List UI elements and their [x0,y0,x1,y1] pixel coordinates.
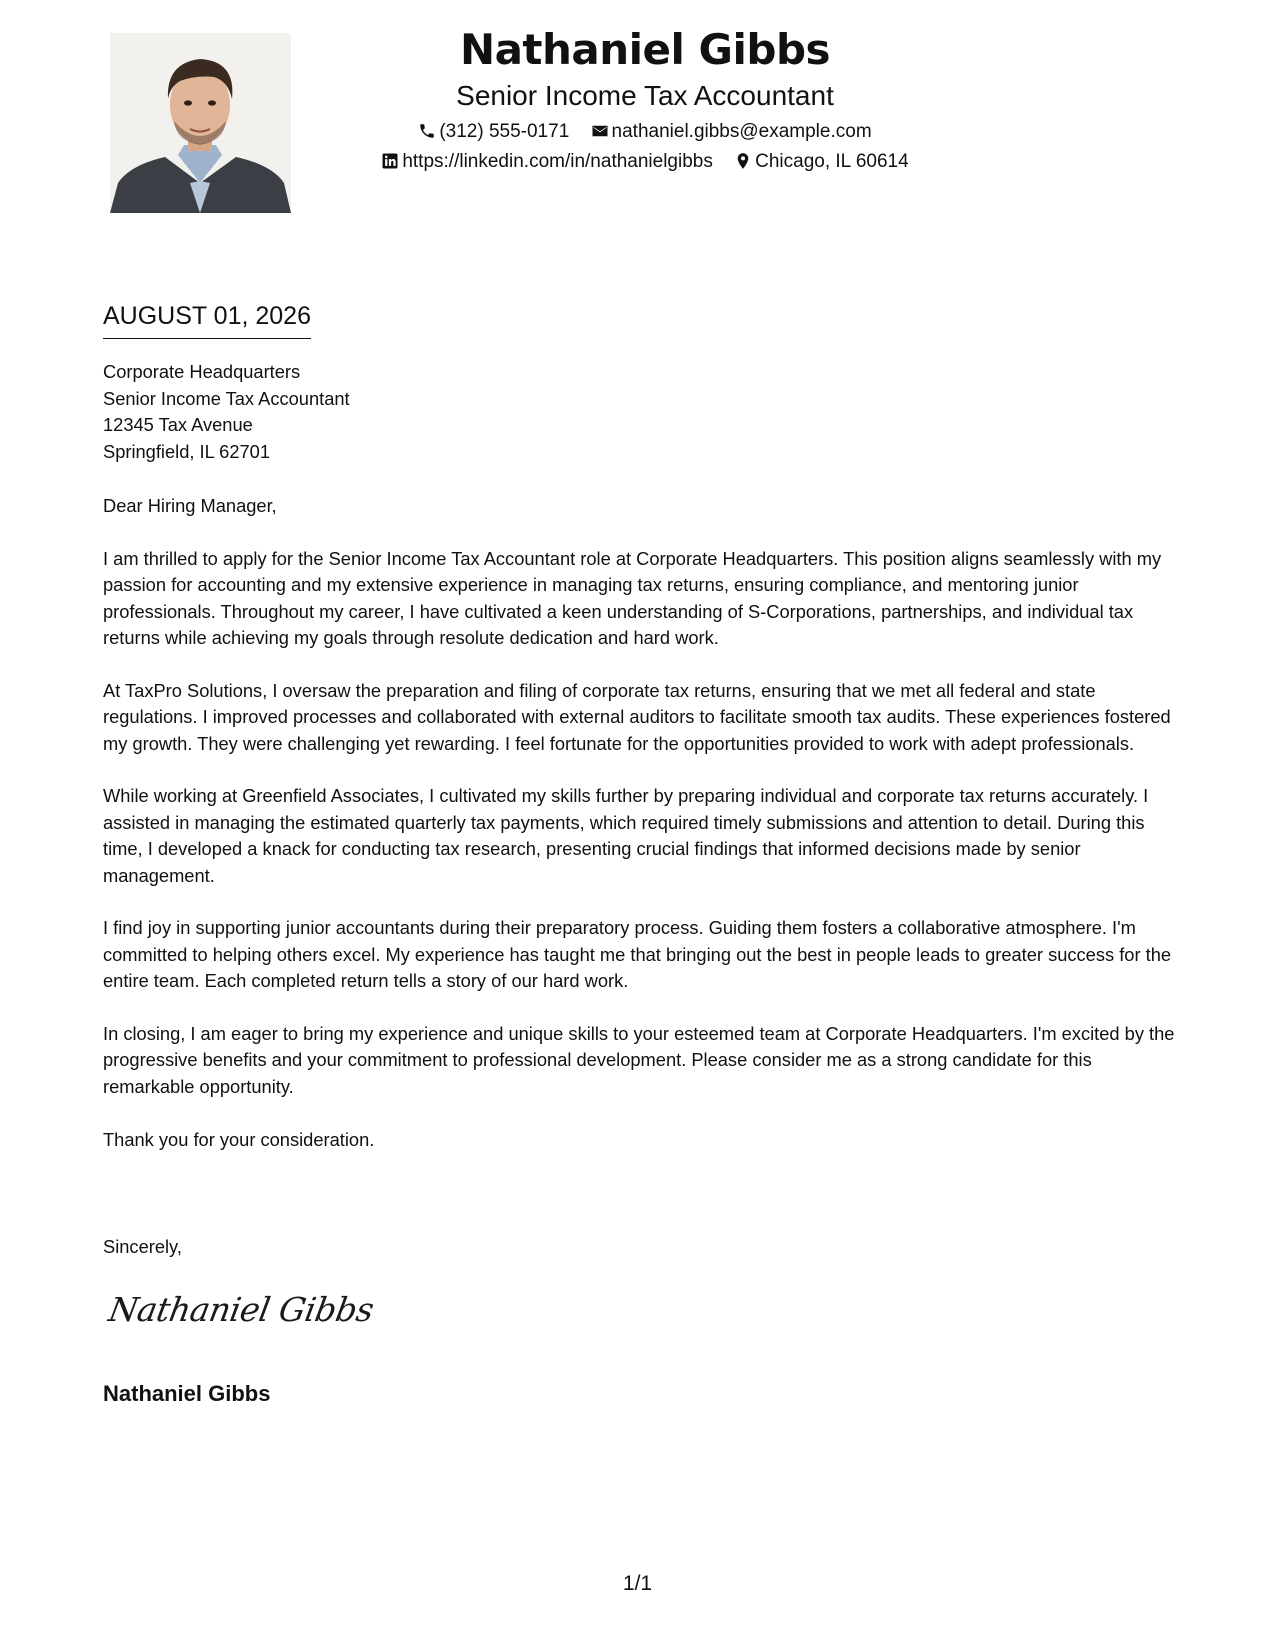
envelope-icon [591,122,609,140]
location-contact [734,150,909,174]
body-paragraph: At TaxPro Solutions, I oversaw the preparation and filing of corporate tax returns, ensuring that we met all federal and state regulations. I improved processes and collaborated with external auditors to facilitate smooth tax audits. These experiences fostered my growth. They were challenging yet rewarding. I feel fortunate for the opportunities provided to work with adept professionals. [103,679,1171,754]
letter-date: AUGUST 01, 2026 [103,300,311,339]
closing: Sincerely, [103,1236,182,1257]
body-paragraph: I am thrilled to apply for the Senior Income Tax Accountant role at Corporate Headquarters. This position aligns seamlessly with my passion for accounting and my extensive experience in managing tax returns, ensuring compliance, and mentoring junior professionals. Throughout my career, I have cultivated a keen understanding of S-Corporations, partnerships, and individual tax returns while achieving my goals through resolute dedication and hard work. [103,547,1162,649]
recipient-company: Corporate Headquarters [103,361,301,382]
contact-line-1 [300,120,990,144]
phone-contact [418,120,569,144]
salutation: Dear Hiring Manager, [103,495,277,516]
email-contact [591,120,872,144]
recipient-position: Senior Income Tax Accountant [103,387,350,409]
map-pin-icon [734,152,752,170]
recipient-city: Springfield, IL 62701 [103,440,271,462]
handwritten-signature: Nathaniel Gibbs [105,1290,377,1329]
applicant-job-title: Senior Income Tax Accountant [456,80,834,111]
profile-photo [110,33,291,213]
letter-header [300,22,990,174]
thank-you-line: Thank you for your consideration. [103,1128,375,1150]
linkedin-contact [381,150,713,174]
body-paragraph: While working at Greenfield Associates, I cultivated my skills further by preparing individual and corporate tax returns accurately. I assisted in managing the estimated quarterly tax payments, which required timely submissions and attention to detail. During this time, I developed a knack for conducting tax research, presenting crucial findings that informed decisions made by senior management. [103,785,1149,886]
contact-line-2 [300,150,990,174]
linkedin-icon [381,152,399,170]
letter-body [103,493,1183,1179]
linkedin-url[interactable]: https://linkedin.com/in/nathanielgibbs [402,151,713,172]
recipient-street: 12345 Tax Avenue [103,414,253,436]
applicant-name: Nathaniel Gibbs [459,25,831,74]
phone-icon [418,122,436,140]
location-text: Chicago, IL 60614 [755,151,909,172]
phone-text[interactable]: (312) 555-0171 [439,121,570,142]
body-paragraph: In closing, I am eager to bring my experience and unique skills to your esteemed team at Corporate Headquarters. I'm excited by the progressive benefits and your commitment to professional development. Please consider me as a strong candidate for this remarkable opportunity. [103,1023,1175,1097]
body-paragraph: I find joy in supporting junior accountants during their preparatory process. Guiding them fosters a collaborative atmosphere. I'm committed to helping others excel. My experience has taught me that bringing out the best in people leads to greater success for the entire team. Each completed return tells a story of our hard work. [103,917,1172,992]
email-text[interactable]: nathaniel.gibbs@example.com [611,121,872,142]
recipient-address [103,359,350,465]
page-number: 1/1 [622,1572,653,1595]
signer-name: Nathaniel Gibbs [103,1381,271,1406]
